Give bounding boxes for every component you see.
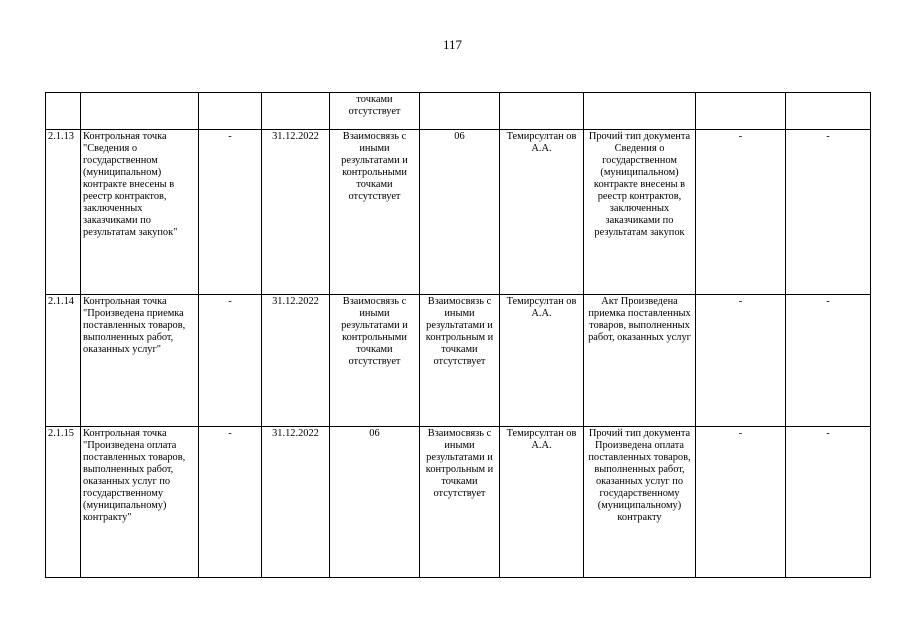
cell-number: 2.1.13	[46, 130, 81, 295]
cell-relation: 06	[330, 427, 420, 578]
cell-c3: -	[199, 130, 262, 295]
cell-responsible	[500, 93, 584, 130]
cell-date	[262, 93, 330, 130]
cell-responsible: Темирсултан ов А.А.	[500, 295, 584, 427]
cell-date: 31.12.2022	[262, 427, 330, 578]
cell-c3: -	[199, 427, 262, 578]
cell-c3: -	[199, 295, 262, 427]
cell-document	[584, 93, 696, 130]
cell-c3	[199, 93, 262, 130]
table-row	[46, 130, 871, 295]
cell-date: 31.12.2022	[262, 130, 330, 295]
cell-c9: -	[696, 130, 786, 295]
cell-number	[46, 93, 81, 130]
cell-date: 31.12.2022	[262, 295, 330, 427]
cell-c6	[420, 93, 500, 130]
cell-responsible: Темирсултан ов А.А.	[500, 427, 584, 578]
cell-c10: -	[786, 295, 871, 427]
cell-document: Прочий тип документа Произведена оплата поставленных товаров, выполненных работ, оказанных услуг по государственному (муниципальному) контракту	[584, 427, 696, 578]
table-row	[46, 427, 871, 578]
cell-c9: -	[696, 427, 786, 578]
cell-c6: Взаимосвязь с иными результатами и контрольным и точками отсутствует	[420, 295, 500, 427]
cell-c9: -	[696, 295, 786, 427]
cell-responsible: Темирсултан ов А.А.	[500, 130, 584, 295]
cell-c6: Взаимосвязь с иными результатами и контрольным и точками отсутствует	[420, 427, 500, 578]
page-number: 117	[442, 37, 463, 52]
cell-c10	[786, 93, 871, 130]
cell-c9	[696, 93, 786, 130]
cell-c10: -	[786, 427, 871, 578]
cell-name: Контрольная точка "Произведена приемка поставленных товаров, выполненных работ, оказанных услуг"	[81, 295, 199, 427]
table-row	[46, 295, 871, 427]
cell-relation: Взаимосвязь с иными результатами и контрольными точками отсутствует	[330, 295, 420, 427]
cell-name	[81, 93, 199, 130]
cell-document: Прочий тип документа Сведения о государственном (муниципальном) контракте внесены в реестр контрактов, заключенных заказчиками по результатам закупок	[584, 130, 696, 295]
cell-c6: 06	[420, 130, 500, 295]
cell-c10: -	[786, 130, 871, 295]
cell-relation: точками отсутствует	[330, 93, 420, 130]
cell-relation: Взаимосвязь с иными результатами и контрольными точками отсутствует	[330, 130, 420, 295]
cell-name: Контрольная точка "Сведения о государственном (муниципальном) контракте внесены в реестр контрактов, заключенных заказчиками по результатам закупок"	[81, 130, 199, 295]
cell-name: Контрольная точка "Произведена оплата поставленных товаров, выполненных работ, оказанных услуг по государственному (муниципальному) контракту"	[81, 427, 199, 578]
table-row	[46, 93, 871, 130]
cell-number: 2.1.15	[46, 427, 81, 578]
control-points-table	[45, 92, 871, 578]
cell-number: 2.1.14	[46, 295, 81, 427]
cell-document: Акт Произведена приемка поставленных товаров, выполненных работ, оказанных услуг	[584, 295, 696, 427]
